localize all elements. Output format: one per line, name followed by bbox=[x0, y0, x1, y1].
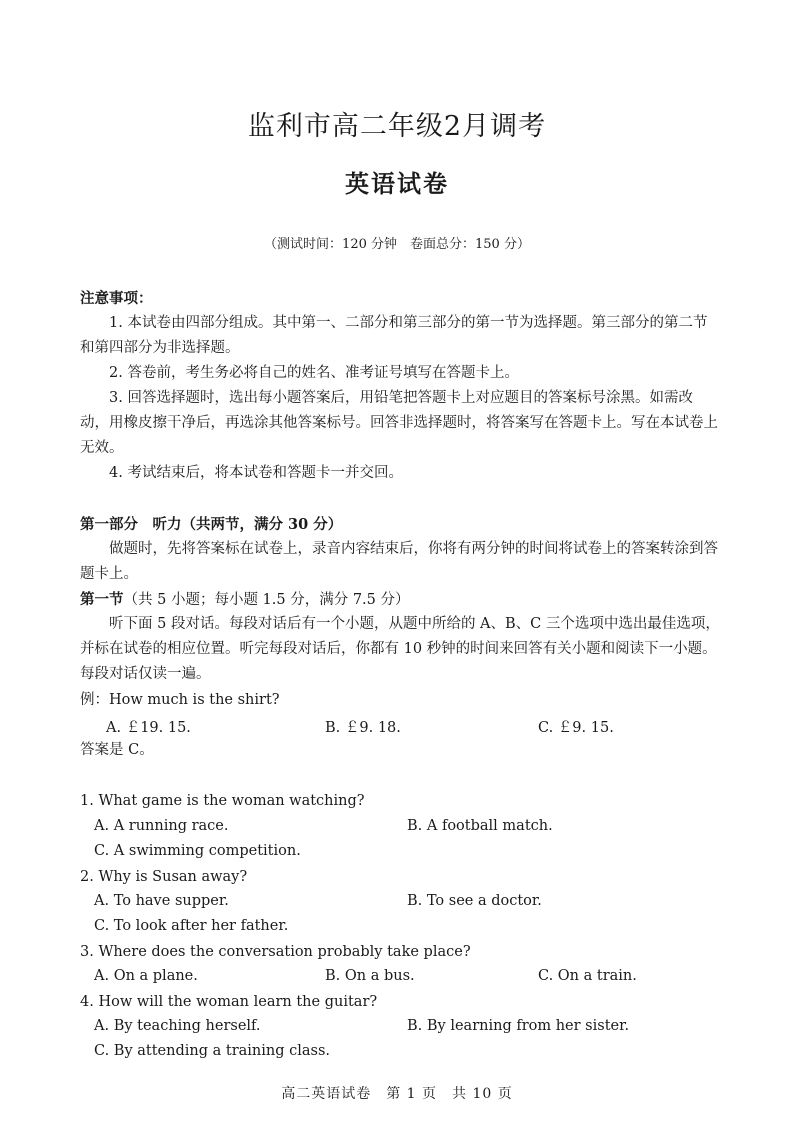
notes-heading: 注意事项： bbox=[80, 290, 153, 307]
exam-title: 监利市高二年级2月调考 bbox=[247, 111, 547, 142]
question-2: 2. Why is Susan away? bbox=[80, 869, 248, 885]
section1-heading bbox=[80, 587, 410, 613]
question-2-option-a: A. To have supper. bbox=[94, 893, 229, 909]
question-2-option-c: C. To look after her father. bbox=[94, 918, 289, 934]
subject-title: 英语试卷 bbox=[345, 169, 449, 198]
question-3-option-b: B. On a bus. bbox=[325, 968, 415, 984]
question-4-option-a: A. By teaching herself. bbox=[94, 1018, 261, 1034]
example-question: 例：How much is the shirt? bbox=[80, 692, 280, 708]
question-3-option-a: A. On a plane. bbox=[94, 968, 198, 984]
question-4-option-b: B. By learning from her sister. bbox=[407, 1018, 630, 1034]
question-1-option-a: A. A running race. bbox=[94, 818, 229, 834]
question-3: 3. Where does the conversation probably take place? bbox=[80, 944, 471, 960]
question-2-option-b: B. To see a doctor. bbox=[407, 893, 542, 909]
section1-instruction: 听下面 5 段对话。每段对话后有一个小题，从题中所给的 A、B、C 三个选项中选出最佳选项，并标在试卷的相应位置。听完每段对话后，你都有 10 秒钟的时间来回答有关小题和阅读下一小题。每段对话仅读一遍。 bbox=[80, 616, 720, 682]
exam-meta: （测试时间：120 分钟 卷面总分：150 分） bbox=[264, 237, 530, 252]
note-item-1: 1. 本试卷由四部分组成。其中第一、二部分和第三部分的第一节为选择题。第三部分的第二节和第四部分为非选择题。 bbox=[80, 315, 708, 356]
section1-label: 第一节 bbox=[80, 591, 124, 608]
example-answer: 答案是 C。 bbox=[80, 742, 154, 758]
part1-instruction: 做题时，先将答案标在试卷上，录音内容结束后，你将有两分钟的时间将试卷上的答案转涂到答题卡上。 bbox=[80, 541, 718, 582]
question-1: 1. What game is the woman watching? bbox=[80, 793, 365, 809]
example-option-c: C. ￡9. 15. bbox=[538, 720, 614, 736]
question-4-option-c: C. By attending a training class. bbox=[94, 1043, 331, 1059]
section1-detail: （共 5 小题；每小题 1.5 分，满分 7.5 分） bbox=[123, 592, 410, 608]
note-item-4: 4. 考试结束后，将本试卷和答题卡一并交回。 bbox=[109, 465, 403, 481]
part1-heading: 第一部分 听力（共两节，满分 30 分） bbox=[80, 516, 343, 533]
question-3-option-c: C. On a train. bbox=[538, 968, 637, 984]
note-item-2: 2. 答卷前，考生务必将自己的姓名、准考证号填写在答题卡上。 bbox=[109, 365, 519, 381]
example-option-a: A. ￡19. 15. bbox=[106, 720, 191, 736]
question-1-option-c: C. A swimming competition. bbox=[94, 843, 301, 859]
question-4: 4. How will the woman learn the guitar? bbox=[80, 994, 378, 1010]
page-footer: 高二英语试卷 第 1 页 共 10 页 bbox=[281, 1086, 513, 1102]
example-option-b: B. ￡9. 18. bbox=[325, 720, 401, 736]
question-1-option-b: B. A football match. bbox=[407, 818, 553, 834]
note-item-3: 3. 回答选择题时，选出每小题答案后，用铅笔把答题卡上对应题目的答案标号涂黑。如需改动，用橡皮擦干净后，再选涂其他答案标号。回答非选择题时，将答案写在答题卡上。写在本试卷上无效。 bbox=[80, 390, 718, 456]
